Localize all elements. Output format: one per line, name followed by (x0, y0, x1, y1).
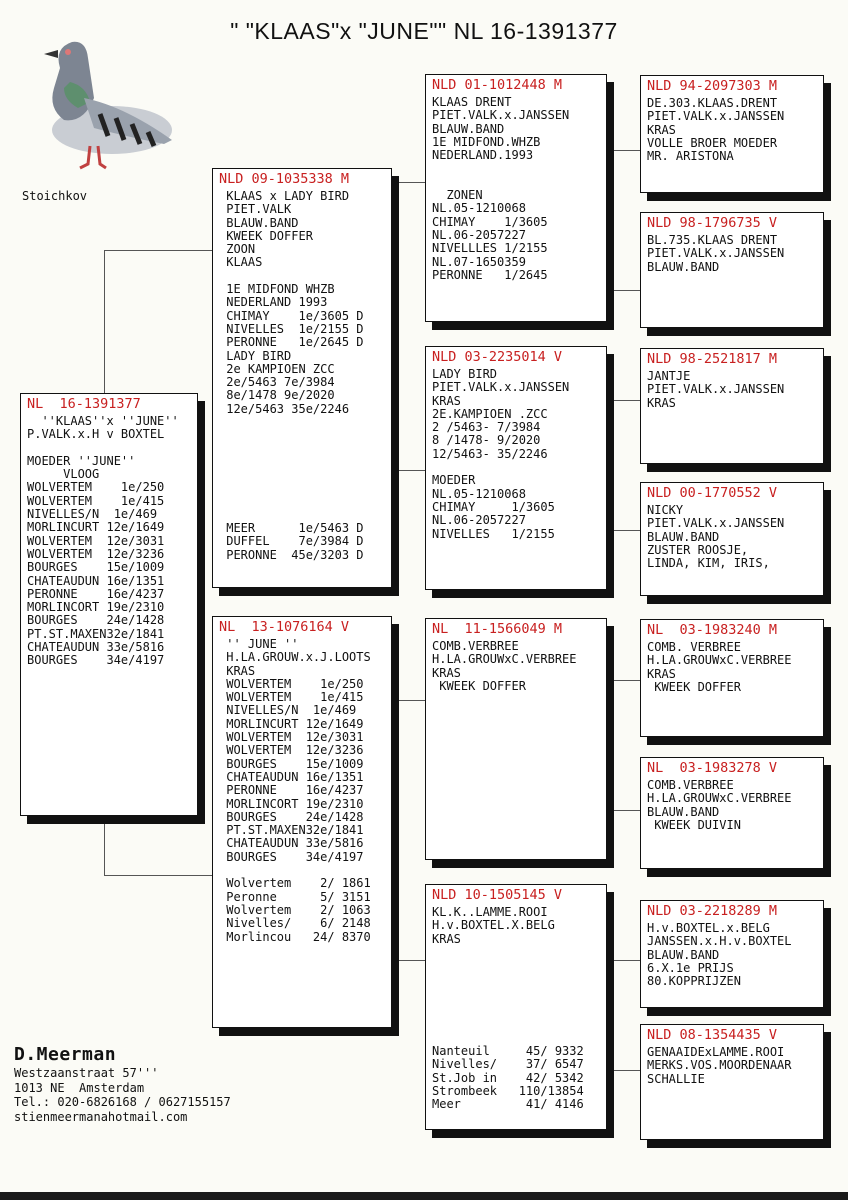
card-line: 6.X.1e PRIJS (647, 960, 734, 975)
pedigree-card-sire (212, 168, 392, 588)
owner-address: Westzaanstraat 57''' (14, 1066, 159, 1080)
card-line: NEDERLAND.1993 (432, 148, 534, 163)
ring-number: NLD 03-2235014 V (432, 349, 563, 365)
connector-line (612, 530, 642, 531)
card-line: 12/5463- 35/2246 (432, 446, 548, 461)
card-line: H.LA.GROUWxC.VERBREE (432, 652, 577, 667)
ring-number: NLD 94-2097303 M (647, 78, 778, 94)
pedigree-card-sire-sire (425, 74, 607, 322)
card-line: BOURGES 24e/1428 (219, 809, 364, 824)
card-lines (647, 234, 817, 274)
card-lines (432, 368, 600, 541)
card-line: H.LA.GROUWxC.VERBREE (647, 791, 792, 806)
card-lines (647, 504, 817, 570)
card-line: WOLVERTEM 12e/3236 (219, 743, 364, 758)
card-line: NIVELLES/N 1e/469 (219, 703, 357, 718)
card-line: PIET.VALK.x.JANSSEN (647, 246, 785, 261)
card-lines (647, 922, 817, 988)
card-line: KRAS (647, 666, 676, 681)
card-line: 80.KOPPRIJZEN (647, 974, 741, 989)
card-line: KLAAS DRENT (432, 95, 512, 109)
owner-name: D.Meerman (14, 1044, 117, 1065)
card-line: BLAUW.BAND (647, 529, 720, 544)
card-line: BLAUW.BAND (647, 259, 720, 274)
card-line: DE.303.KLAAS.DRENT (647, 96, 778, 110)
card-line: LINDA, KIM, IRIS, (647, 556, 770, 571)
card-line: BOURGES 34e/4197 (27, 653, 165, 668)
card-line: Nivelles/ 37/ 6547 (432, 1057, 584, 1072)
card-line: BOURGES 34e/4197 (219, 849, 364, 864)
photo-caption: Stoichkov (22, 189, 88, 203)
card-line: MOEDER ''JUNE'' (27, 453, 136, 468)
card-line: '' JUNE '' (219, 637, 299, 651)
card-line: ZONEN (432, 188, 483, 203)
connector-line (612, 290, 642, 291)
card-line: KRAS (432, 393, 461, 408)
card-line: PIET.VALK.x.JANSSEN (432, 380, 570, 395)
pedigree-card-dam (212, 616, 392, 1028)
card-line: ZUSTER ROOSJE, (647, 542, 749, 557)
card-line (219, 864, 385, 877)
card-lines (647, 97, 817, 163)
card-line: NL.05-1210068 (432, 201, 526, 216)
card-line: LADY BIRD (432, 367, 498, 381)
card-line: WOLVERTEM 1e/250 (219, 676, 364, 691)
card-line: 12e/5463 35e/2246 (219, 401, 350, 416)
connector-line (397, 182, 427, 183)
card-line: NEDERLAND 1993 (219, 295, 328, 310)
card-line: CHIMAY 1e/3605 D (219, 308, 364, 323)
connector-line (104, 250, 217, 251)
card-line: COMB.VERBREE (432, 639, 519, 653)
card-line: NIVELLES 1e/2155 D (219, 321, 364, 336)
connector-line (397, 470, 427, 471)
card-line (432, 461, 600, 474)
card-line: ZOON (219, 242, 256, 257)
bottom-edge (0, 1192, 848, 1200)
card-line: CHATEAUDUN 33e/5816 (27, 640, 165, 655)
card-line: BLAUW.BAND (647, 804, 720, 819)
pedigree-card-dam-dam (425, 884, 607, 1130)
card-line: H.LA.GROUW.x.J.LOOTS (219, 650, 371, 665)
card-line: Wolvertem 2/ 1063 (219, 902, 371, 917)
card-line (219, 270, 385, 283)
pedigree-card-main (20, 393, 198, 816)
pedigree-card-sss (640, 75, 824, 193)
card-line: MR. ARISTONA (647, 149, 734, 164)
card-line: PERONNE 1/2645 (432, 267, 548, 282)
card-line: BOURGES 15e/1009 (219, 756, 364, 771)
card-line: PT.ST.MAXEN32e/1841 (27, 626, 165, 641)
card-line: 8 /1478- 9/2020 (432, 433, 541, 448)
card-line: MORLINCORT 19e/2310 (219, 796, 364, 811)
card-line: BOURGES 24e/1428 (27, 613, 165, 628)
pedigree-card-dsd (640, 757, 824, 869)
connector-line (104, 820, 105, 875)
card-line: MORLINCURT 12e/1649 (219, 716, 364, 731)
card-line: DUFFEL 7e/3984 D (219, 534, 364, 549)
connector-line (612, 150, 642, 151)
card-line: 2 /5463- 7/3984 (432, 420, 541, 435)
card-line: CHIMAY 1/3605 (432, 499, 555, 514)
card-line: ''KLAAS''x ''JUNE'' (27, 414, 179, 428)
card-line: MEER 1e/5463 D (219, 521, 364, 535)
ring-number: NL 03-1983278 V (647, 760, 778, 776)
card-lines (647, 370, 817, 410)
pedigree-card-dds (640, 900, 824, 1008)
card-line: WOLVERTEM 12e/3236 (27, 546, 165, 561)
card-line: P.VALK.x.H v BOXTEL (27, 427, 165, 442)
owner-email[interactable]: stienmeermanahotmail.com (14, 1109, 188, 1124)
card-line: KWEEK DOFFER (432, 678, 526, 693)
card-line: PIET.VALK.x.JANSSEN (647, 109, 785, 124)
card-line: KLAAS (219, 255, 263, 270)
card-line: JANTJE (647, 369, 691, 383)
card-line: BLAUW.BAND (219, 215, 299, 230)
ring-number: NLD 98-2521817 M (647, 351, 778, 367)
connector-line (397, 700, 427, 701)
card-line: WOLVERTEM 12e/3031 (219, 730, 364, 745)
card-line: PERONNE 16e/4237 (27, 586, 165, 601)
card-line: LADY BIRD (219, 348, 292, 363)
connector-line (104, 875, 217, 876)
card-line: BOURGES 15e/1009 (27, 560, 165, 575)
card-lines (27, 415, 191, 668)
card-line: MERKS.VOS.MOORDENAAR (647, 1058, 792, 1073)
ring-number: NLD 10-1505145 V (432, 887, 563, 903)
connector-line (612, 1070, 642, 1071)
card-line: KLAAS x LADY BIRD (219, 189, 350, 203)
ring-number: NLD 01-1012448 M (432, 77, 563, 93)
ring-number: NL 11-1566049 M (432, 621, 563, 637)
card-line (27, 442, 191, 455)
card-line: 2e/5463 7e/3984 (219, 375, 335, 390)
ring-number: NLD 98-1796735 V (647, 215, 778, 231)
card-line: NL.06-2057227 (432, 227, 526, 242)
card-bottom-lines (219, 522, 364, 562)
card-line: H.LA.GROUWxC.VERBREE (647, 653, 792, 668)
card-line: H.v.BOXTEL.X.BELG (432, 918, 555, 933)
card-lines (647, 779, 817, 832)
card-line: St.Job in 42/ 5342 (432, 1070, 584, 1085)
ring-number: NLD 08-1354435 V (647, 1027, 778, 1043)
card-line: COMB. VERBREE (647, 640, 741, 654)
card-line: WOLVERTEM 12e/3031 (27, 533, 165, 548)
card-line: PERONNE 45e/3203 D (219, 547, 364, 562)
connector-line (612, 960, 642, 961)
card-line: BL.735.KLAAS DRENT (647, 233, 778, 247)
card-line: KRAS (647, 122, 676, 137)
card-line: GENAAIDExLAMME.ROOI (647, 1045, 785, 1059)
card-line: NIVELLLES 1/2155 (432, 241, 548, 256)
card-line: KRAS (432, 931, 461, 946)
card-line: Nanteuil 45/ 9332 (432, 1044, 584, 1058)
pedigree-card-sire-dam (425, 346, 607, 590)
pigeon-photo (24, 28, 184, 178)
card-line: PIET.VALK.x.JANSSEN (647, 516, 785, 531)
card-line: 8e/1478 9e/2020 (219, 388, 335, 403)
card-line: MORLINCURT 12e/1649 (27, 520, 165, 535)
card-line: KL.K..LAMME.ROOI (432, 905, 548, 919)
card-line: 1E MIDFOND WHZB (219, 282, 335, 297)
card-line: Strombeek 110/13854 (432, 1083, 584, 1098)
card-lines (432, 96, 600, 282)
ring-number: NL 13-1076164 V (219, 619, 350, 635)
card-lines (219, 190, 385, 416)
card-line: PERONNE 16e/4237 (219, 783, 364, 798)
card-lines (647, 1046, 817, 1086)
card-line: 2E.KAMPIOEN .ZCC (432, 406, 548, 421)
card-lines (219, 638, 385, 944)
card-line: CHATEAUDUN 16e/1351 (219, 769, 364, 784)
card-line: KRAS (432, 665, 461, 680)
card-line: KWEEK DOFFER (219, 228, 313, 243)
ring-number: NLD 09-1035338 M (219, 171, 350, 187)
card-lines (647, 641, 817, 694)
card-line: COMB.VERBREE (647, 778, 734, 792)
card-line: Peronne 5/ 3151 (219, 889, 371, 904)
card-line: H.v.BOXTEL.x.BELG (647, 921, 770, 935)
card-line: NL.07-1650359 (432, 254, 526, 269)
card-line: SCHALLIE (647, 1071, 705, 1086)
ring-number: NLD 00-1770552 V (647, 485, 778, 501)
card-line: WOLVERTEM 1e/415 (27, 493, 165, 508)
card-line: WOLVERTEM 1e/415 (219, 690, 364, 705)
connector-line (612, 810, 642, 811)
card-line: NICKY (647, 503, 684, 517)
connector-line (612, 400, 642, 401)
card-line: Nivelles/ 6/ 2148 (219, 916, 371, 931)
card-lines (432, 640, 600, 693)
card-line: BLAUW.BAND (647, 947, 720, 962)
card-line: CHIMAY 1/3605 (432, 214, 548, 229)
card-line: PIET.VALK.x.JANSSEN (647, 382, 785, 397)
card-lines (432, 906, 600, 946)
card-line: KWEEK DOFFER (647, 679, 741, 694)
connector-line (397, 960, 427, 961)
card-line: WOLVERTEM 1e/250 (27, 480, 165, 495)
card-line: NIVELLES 1/2155 (432, 526, 555, 541)
card-line (432, 176, 600, 189)
pedigree-card-sdd (640, 482, 824, 596)
card-line: KWEEK DUIVIN (647, 817, 741, 832)
card-line: NIVELLES/N 1e/469 (27, 507, 158, 522)
pedigree-card-ssd (640, 212, 824, 328)
card-line (432, 162, 600, 175)
card-line: VOLLE BROER MOEDER (647, 135, 778, 150)
card-line: PERONNE 1e/2645 D (219, 335, 364, 350)
card-line: VLOOG (27, 467, 100, 482)
card-line: PIET.VALK (219, 202, 292, 217)
pedigree-card-sds (640, 348, 824, 464)
card-line: CHATEAUDUN 16e/1351 (27, 573, 165, 588)
card-line: Wolvertem 2/ 1861 (219, 876, 371, 891)
card-line: MOEDER (432, 473, 476, 488)
card-line: Morlincou 24/ 8370 (219, 929, 371, 944)
pedigree-card-dss (640, 619, 824, 737)
ring-number: NLD 03-2218289 M (647, 903, 778, 919)
card-line: JANSSEN.x.H.v.BOXTEL (647, 934, 792, 949)
owner-info (14, 1044, 231, 1124)
ring-number: NL 03-1983240 M (647, 622, 778, 638)
card-line: NL.06-2057227 (432, 513, 526, 528)
card-line: Meer 41/ 4146 (432, 1097, 584, 1112)
card-line: 2e KAMPIOEN ZCC (219, 361, 335, 376)
pedigree-card-dam-sire (425, 618, 607, 860)
card-line: CHATEAUDUN 33e/5816 (219, 836, 364, 851)
card-line: PT.ST.MAXEN32e/1841 (219, 823, 364, 838)
owner-phone: Tel.: 020-6826168 / 0627155157 (14, 1095, 231, 1109)
pedigree-title: " "KLAAS"x "JUNE"" NL 16-1391377 (230, 18, 618, 44)
card-line: MORLINCORT 19e/2310 (27, 600, 165, 615)
ring-number: NL 16-1391377 (27, 396, 141, 412)
card-line: KRAS (219, 663, 256, 678)
card-line: PIET.VALK.x.JANSSEN (432, 108, 570, 123)
owner-city: 1013 NE Amsterdam (14, 1080, 145, 1095)
card-bottom-lines (432, 1045, 584, 1111)
connector-line (104, 250, 105, 395)
card-line: NL.05-1210068 (432, 486, 526, 501)
card-line: 1E MIDFOND.WHZB (432, 134, 541, 149)
card-line: BLAUW.BAND (432, 121, 505, 136)
card-line: KRAS (647, 395, 676, 410)
pedigree-card-ddd (640, 1024, 824, 1140)
connector-line (612, 680, 642, 681)
